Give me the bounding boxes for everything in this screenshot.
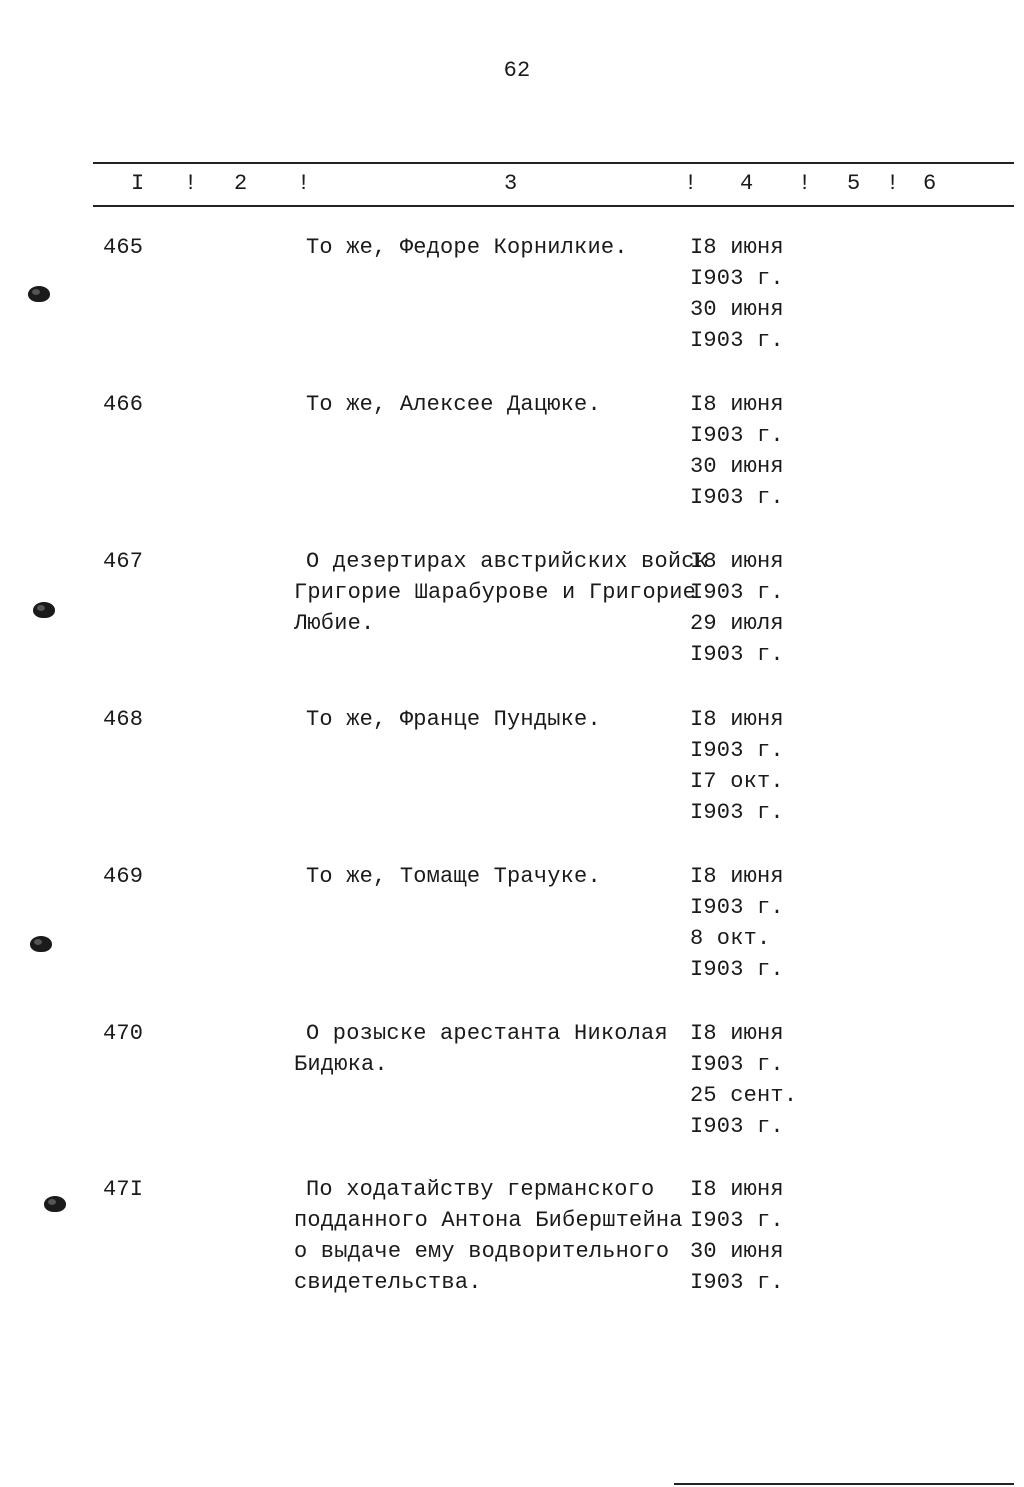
date-start-year: I903 г.: [690, 580, 784, 605]
date-start: I8 июня: [690, 1021, 784, 1046]
title-line: подданного Антона Биберштейна: [294, 1208, 683, 1233]
date-end: 30 июня: [690, 1239, 784, 1264]
table-row: [0, 232, 1024, 372]
table-row: [0, 861, 1024, 1001]
page-number: 62: [503, 58, 531, 83]
table-row: [0, 389, 1024, 529]
header-col-3: 3: [504, 171, 518, 196]
header-separator: !: [886, 171, 900, 196]
entry-title: [294, 704, 694, 735]
date-end-year: I903 г.: [690, 1270, 784, 1295]
date-end: 29 июля: [690, 611, 784, 636]
entry-title: [294, 1174, 694, 1298]
header-separator: !: [684, 171, 698, 196]
table-row: [0, 546, 1024, 686]
title-line: О розыске арестанта Николая: [306, 1021, 668, 1046]
title-line: То же, Томаще Трачуке.: [306, 864, 601, 889]
entry-number: 47I: [103, 1177, 144, 1202]
entry-title: [294, 389, 694, 420]
date-start-year: I903 г.: [690, 1052, 784, 1077]
entry-dates: [690, 704, 830, 828]
date-start: I8 июня: [690, 235, 784, 260]
entry-title: [294, 232, 694, 263]
date-start-year: I903 г.: [690, 1208, 784, 1233]
entry-number: 466: [103, 392, 144, 417]
date-end: 30 июня: [690, 297, 784, 322]
entry-title: [294, 1018, 694, 1080]
date-start: I8 июня: [690, 864, 784, 889]
entry-number: 470: [103, 1021, 144, 1046]
entry-number: 465: [103, 235, 144, 260]
date-end-year: I903 г.: [690, 328, 784, 353]
title-line: Григорие Шарабурове и Григорие: [294, 580, 697, 605]
date-end: 8 окт.: [690, 926, 771, 951]
header-col-6: 6: [923, 171, 937, 196]
header-separator: !: [297, 171, 311, 196]
header-separator: !: [798, 171, 812, 196]
date-start-year: I903 г.: [690, 423, 784, 448]
title-line: Любие.: [294, 611, 375, 636]
entry-number: 467: [103, 549, 144, 574]
title-line: О дезертирах австрийских войск: [306, 549, 709, 574]
date-start-year: I903 г.: [690, 738, 784, 763]
date-end-year: I903 г.: [690, 800, 784, 825]
date-start: I8 июня: [690, 392, 784, 417]
punch-hole-icon: [44, 1196, 66, 1212]
entry-number: 468: [103, 707, 144, 732]
header-col-4: 4: [740, 171, 754, 196]
date-end: I7 окт.: [690, 769, 784, 794]
header-separator: !: [184, 171, 198, 196]
title-line: По ходатайству германского: [306, 1177, 655, 1202]
date-end-year: I903 г.: [690, 957, 784, 982]
date-end-year: I903 г.: [690, 642, 784, 667]
table-row: [0, 1174, 1024, 1314]
punch-hole-icon: [28, 286, 50, 302]
date-end: 30 июня: [690, 454, 784, 479]
title-line: Бидюка.: [294, 1052, 388, 1077]
date-start-year: I903 г.: [690, 895, 784, 920]
date-start-year: I903 г.: [690, 266, 784, 291]
header-col-1: I: [131, 171, 145, 196]
entry-number: 469: [103, 864, 144, 889]
title-line: То же, Франце Пундыке.: [306, 707, 601, 732]
entry-title: [294, 861, 694, 892]
title-line: То же, Алексее Дацюке.: [306, 392, 601, 417]
entry-dates: [690, 389, 830, 513]
date-start: I8 июня: [690, 1177, 784, 1202]
entry-title: [294, 546, 709, 639]
date-end-year: I903 г.: [690, 485, 784, 510]
header-bottom-rule: [93, 205, 1014, 207]
entry-dates: [690, 1174, 830, 1298]
entry-dates: [690, 861, 830, 985]
footer-rule: [674, 1483, 1014, 1485]
header-top-rule: [93, 162, 1014, 164]
entry-dates: [690, 232, 830, 356]
header-col-2: 2: [234, 171, 248, 196]
date-start: I8 июня: [690, 707, 784, 732]
punch-hole-icon: [30, 936, 52, 952]
date-end: 25 сент.: [690, 1083, 798, 1108]
date-start: I8 июня: [690, 549, 784, 574]
table-row: [0, 704, 1024, 844]
table-row: [0, 1018, 1024, 1158]
title-line: То же, Федоре Корнилкие.: [306, 235, 628, 260]
entry-dates: [690, 1018, 830, 1142]
title-line: свидетельства.: [294, 1270, 482, 1295]
header-col-5: 5: [847, 171, 861, 196]
date-end-year: I903 г.: [690, 1114, 784, 1139]
entry-dates: [690, 546, 830, 670]
punch-hole-icon: [33, 602, 55, 618]
title-line: о выдаче ему водворительного: [294, 1239, 670, 1264]
